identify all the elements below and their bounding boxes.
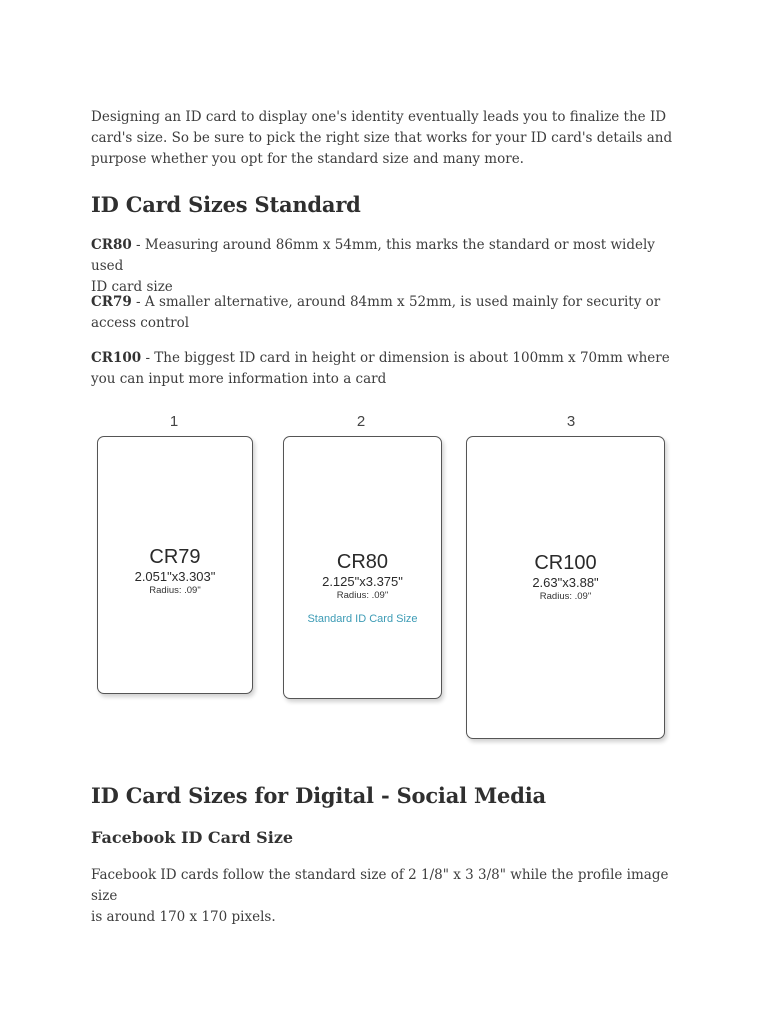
intro-line-2: card's size. So be sure to pick the right size that works for your ID card's details and	[91, 130, 673, 146]
intro-paragraph	[91, 107, 691, 170]
intro-line-1: Designing an ID card to display one's identity eventually leads you to finalize the ID	[91, 109, 667, 125]
card-cr100	[466, 436, 665, 739]
card-cr100-dims: 2.63"x3.88"	[532, 575, 599, 590]
facebook-line-1: Facebook ID cards follow the standard size of 2 1/8" x 3 3/8" while the profile image size	[91, 867, 669, 904]
card-number-3: 3	[566, 413, 576, 430]
card-cr100-name: CR100	[534, 552, 597, 574]
card-cr80-dims: 2.125"x3.375"	[322, 574, 403, 589]
section-heading-standard: ID Card Sizes Standard	[91, 192, 361, 217]
cr79-desc-line-2: access control	[91, 315, 190, 331]
cr80-desc-line-2: ID card size	[91, 279, 173, 295]
card-cr80-name: CR80	[336, 551, 389, 573]
cr100-desc-line-2: you can input more information into a card	[91, 371, 387, 387]
card-cr79-name: CR79	[149, 546, 201, 568]
card-cr79	[97, 436, 253, 694]
card-cr80-radius: Radius: .09"	[336, 590, 389, 601]
cr79-paragraph	[91, 292, 691, 334]
cr79-desc-line-1: - A smaller alternative, around 84mm x 52mm, is used mainly for security or	[131, 294, 661, 310]
card-cr100-radius: Radius: .09"	[539, 591, 592, 602]
card-number-1: 1	[169, 413, 179, 430]
card-number-2: 2	[356, 413, 366, 430]
cr100-term: CR100	[91, 350, 142, 366]
intro-line-3: purpose whether you opt for the standard size and many more.	[91, 151, 524, 167]
facebook-subheading: Facebook ID Card Size	[91, 828, 294, 847]
cr79-term: CR79	[91, 294, 132, 310]
cr100-paragraph	[91, 348, 691, 390]
card-cr80-note: Standard ID Card Size	[307, 613, 418, 625]
facebook-paragraph	[91, 865, 691, 928]
cr80-term: CR80	[91, 237, 132, 253]
card-cr79-radius: Radius: .09"	[149, 585, 201, 596]
card-cr79-dims: 2.051"x3.303"	[134, 569, 216, 584]
section-heading-digital: ID Card Sizes for Digital - Social Media	[91, 783, 546, 808]
facebook-line-2: is around 170 x 170 pixels.	[91, 909, 276, 925]
cr80-desc-line-1: - Measuring around 86mm x 54mm, this marks the standard or most widely used	[91, 237, 655, 274]
card-cr80	[283, 436, 442, 699]
cr80-paragraph	[91, 235, 691, 298]
cr100-desc-line-1: - The biggest ID card in height or dimension is about 100mm x 70mm where	[141, 350, 670, 366]
id-card-sizes-figure	[90, 408, 680, 748]
